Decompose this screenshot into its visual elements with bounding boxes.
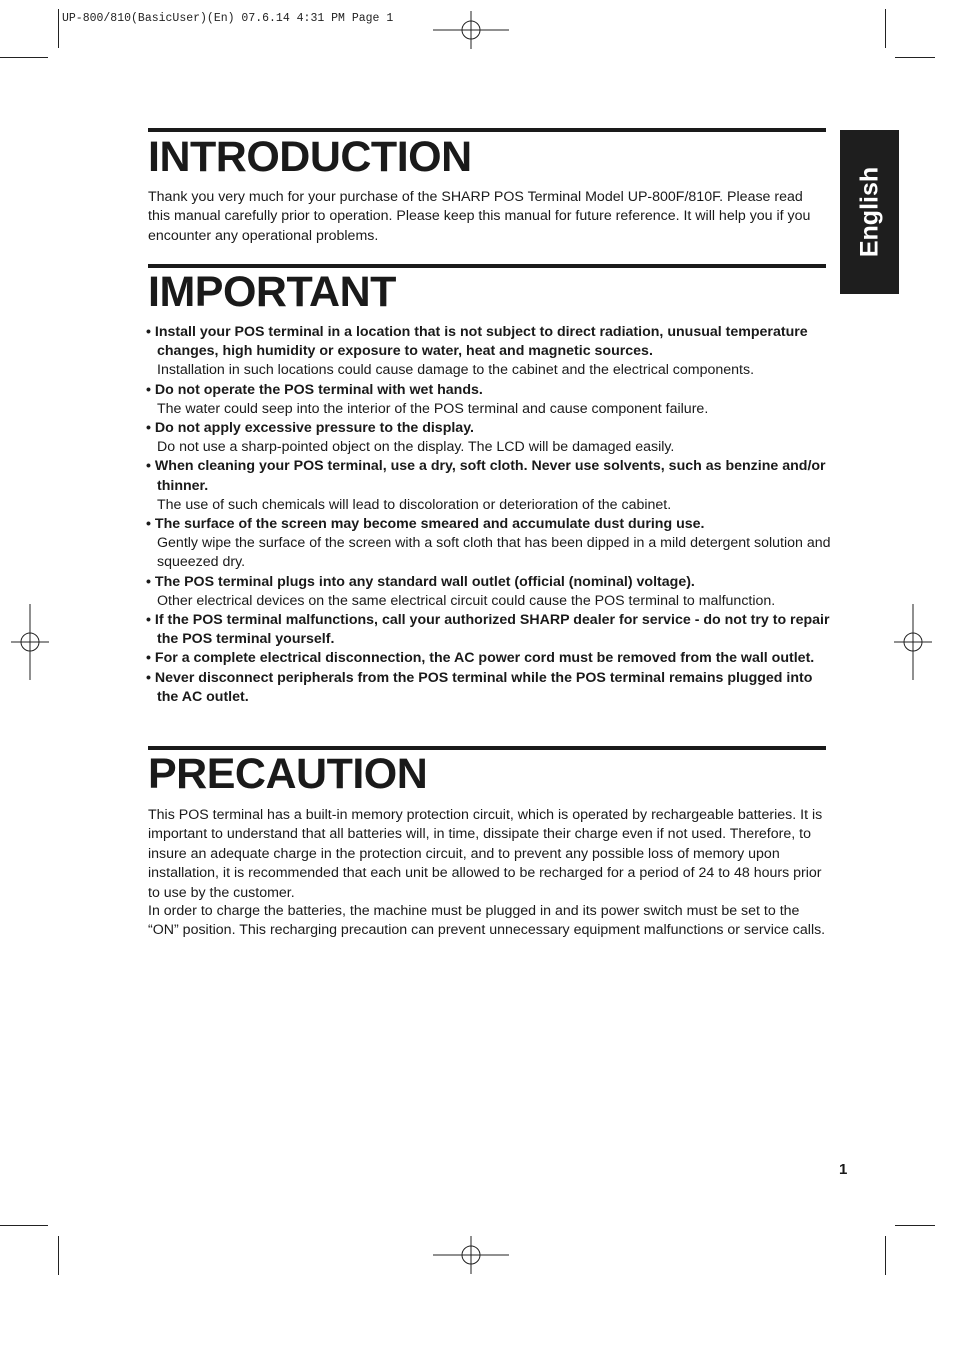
bullet-body: The water could seep into the interior of the POS terminal and cause component failure. <box>157 400 709 417</box>
bullet-heading: • Do not apply excessive pressure to the display. <box>146 420 474 437</box>
crop-mark <box>885 1236 886 1275</box>
bullet-heading: • Do not operate the POS terminal with wet hands. <box>146 381 483 398</box>
page-number: 1 <box>839 1161 848 1178</box>
introduction-paragraph: Thank you very much for your purchase of the SHARP POS Terminal Model UP-800F/810F. Please read this manual carefully prior to operation. Please keep this manual for future reference. It will help you if you encounter any operational problems. <box>148 189 811 244</box>
important-list <box>146 323 836 707</box>
crop-mark <box>895 57 935 58</box>
list-item <box>146 419 836 457</box>
crop-mark <box>885 9 886 48</box>
crop-mark <box>0 1225 48 1226</box>
registration-mark-icon <box>431 11 511 49</box>
list-item <box>146 669 836 707</box>
registration-mark-icon <box>431 1236 511 1274</box>
print-slug: UP-800/810(BasicUser)(En) 07.6.14 4:31 PM Page 1 <box>62 12 394 25</box>
bullet-heading: • The POS terminal plugs into any standard wall outlet (official (nominal) voltage). <box>146 573 695 590</box>
list-item <box>146 649 836 668</box>
bullet-body: Installation in such locations could cause damage to the cabinet and the electrical components. <box>157 362 755 379</box>
introduction-heading: INTRODUCTION <box>148 133 472 181</box>
list-item <box>146 611 836 649</box>
precaution-paragraph: This POS terminal has a built-in memory protection circuit, which is operated by rechargeable batteries. It is important to understand that all batteries will, in time, dissipate their charge even if not used. Therefore, to insure an adequate charge in the protection circuit, and to prevent any possible loss of memory upon installation, it is recommended that each unit be allowed to be recharged for a period of 24 to 48 hours prior to use by the customer. <box>148 807 823 901</box>
bullet-heading: • Install your POS terminal in a location that is not subject to direct radiation, unusual temperature changes, high humidity or exposure to water, heat and magnetic sources. <box>146 324 808 360</box>
language-tab-label: English <box>855 166 883 258</box>
bullet-heading: • For a complete electrical disconnection, the AC power cord must be removed from the wall outlet. <box>146 650 815 667</box>
precaution-paragraph: In order to charge the batteries, the machine must be plugged in and its power switch must be set to the “ON” position. This recharging precaution can prevent unnecessary equipment malfunctions or service calls. <box>148 903 826 939</box>
language-tab <box>840 130 899 294</box>
crop-mark <box>895 1225 935 1226</box>
bullet-body: Gently wipe the surface of the screen with a soft cloth that has been dipped in a mild detergent solution and squeezed dry. <box>157 535 831 571</box>
list-item <box>146 323 836 381</box>
crop-mark <box>0 57 48 58</box>
registration-mark-icon <box>11 602 49 682</box>
important-heading: IMPORTANT <box>148 268 396 316</box>
bullet-body: Other electrical devices on the same electrical circuit could cause the POS terminal to malfunction. <box>157 592 776 609</box>
list-item <box>146 573 836 611</box>
list-item <box>146 457 836 515</box>
registration-mark-icon <box>894 602 932 682</box>
bullet-heading: • If the POS terminal malfunctions, call your authorized SHARP dealer for service - do not try to repair the POS terminal yourself. <box>146 612 830 648</box>
bullet-heading: • Never disconnect peripherals from the POS terminal while the POS terminal remains plugged into the AC outlet. <box>146 669 813 705</box>
bullet-heading: • The surface of the screen may become smeared and accumulate dust during use. <box>146 516 705 533</box>
bullet-heading: • When cleaning your POS terminal, use a dry, soft cloth. Never use solvents, such as benzine and/or thinner. <box>146 458 826 494</box>
precaution-heading: PRECAUTION <box>148 750 428 798</box>
section-rule <box>148 128 826 132</box>
crop-mark <box>58 1236 59 1275</box>
bullet-body: Do not use a sharp-pointed object on the display. The LCD will be damaged easily. <box>157 439 675 456</box>
list-item <box>146 381 836 419</box>
bullet-body: The use of such chemicals will lead to discoloration or deterioration of the cabinet. <box>157 496 672 513</box>
list-item <box>146 515 836 573</box>
crop-mark <box>58 9 59 48</box>
